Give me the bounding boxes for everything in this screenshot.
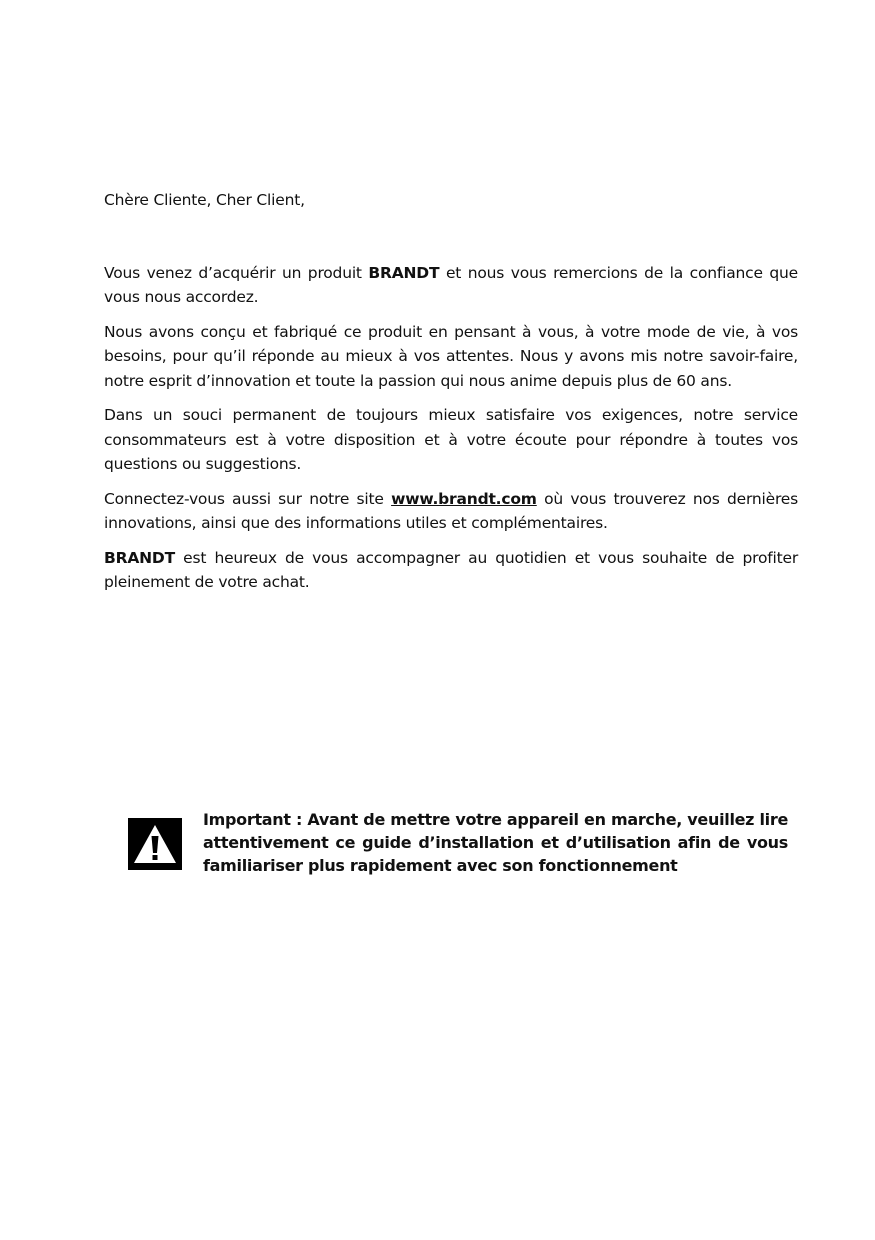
paragraph-website [104, 487, 798, 536]
brand-name-closing: BRANDT [104, 548, 175, 567]
brand-name: BRANDT [368, 263, 440, 282]
paragraph-website-start: Connectez-vous aussi sur notre site [104, 489, 392, 508]
greeting: Chère Cliente, Cher Client, [104, 191, 305, 209]
paragraph-thanks-end: et nous vous remercions de la confiance que vous nous accordez. [104, 263, 798, 306]
paragraph-service: Dans un souci permanent de toujours mieux satisfaire vos exigences, notre service consommateurs est à votre disposition et à votre écoute pour répondre à toutes vos questions ou suggestions. [104, 406, 798, 473]
paragraph-closing-end: est heureux de vous accompagner au quotidien et vous souhaite de profiter pleinement de votre achat. [104, 548, 798, 591]
warning-triangle-icon [128, 818, 182, 870]
paragraph-thanks [104, 261, 798, 310]
paragraph-website-end: où vous trouverez nos dernières innovations, ainsi que des informations utiles et complémentaires. [104, 489, 798, 532]
notice-text: Important : Avant de mettre votre appareil en marche, veuillez lire attentivement ce guide d’installation et d’utilisation afin de vous familiariser plus rapidement avec son fonctionnement [203, 810, 788, 875]
paragraph-thanks-start: Vous venez d’acquérir un produit [104, 263, 369, 282]
letter-body [104, 188, 798, 605]
paragraph-design: Nous avons conçu et fabriqué ce produit en pensant à vous, à votre mode de vie, à vos besoins, pour qu’il réponde au mieux à vos attentes. Nous y avons mis notre savoir-faire, notre esprit d’innovation et toute la passion qui nous anime depuis plus de 60 ans. [104, 322, 798, 390]
paragraph-closing [104, 546, 798, 595]
website-link[interactable]: www.brandt.com [391, 489, 537, 508]
